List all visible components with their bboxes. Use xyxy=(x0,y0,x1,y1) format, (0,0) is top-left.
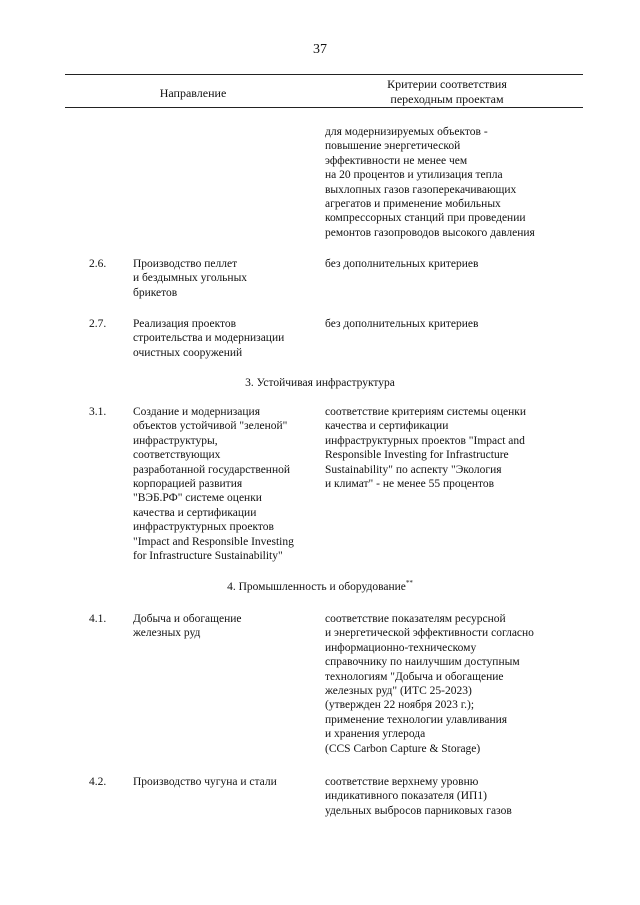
row-criteria xyxy=(325,775,512,818)
row-number: 4.1. xyxy=(89,613,107,625)
text-line: инфраструктурных проектов "Impact and xyxy=(325,434,525,447)
section-title-text: 4. Промышленность и оборудование xyxy=(227,581,406,593)
row-criteria xyxy=(325,405,526,491)
header-bottom-rule xyxy=(65,107,583,108)
table-top-rule xyxy=(65,74,583,75)
text-line: и хранения углерода xyxy=(325,728,426,741)
row-criteria xyxy=(325,612,534,756)
row-number: 3.1. xyxy=(89,406,107,418)
row-criteria: без дополнительных критериев xyxy=(325,318,479,330)
row-number: 4.2. xyxy=(89,776,107,788)
row-name xyxy=(133,257,247,300)
row-name xyxy=(133,612,242,641)
text-line: выхлопных газов газоперекачивающих xyxy=(325,183,517,196)
text-line: справочнику по наилучшим доступным xyxy=(325,656,520,669)
text-line: Создание и модернизация xyxy=(133,406,260,418)
header-criteria-line: Критерии соответствия xyxy=(387,77,507,91)
text-line: ремонтов газопроводов высокого давления xyxy=(325,226,535,239)
text-line: для модернизируемых объектов - xyxy=(325,126,488,138)
text-line: эффективности не менее чем xyxy=(325,154,468,167)
page-number: 37 xyxy=(313,42,327,57)
text-line: соответствующих xyxy=(133,449,221,462)
text-line: соответствие показателям ресурсной xyxy=(325,613,506,625)
text-line: строительства и модернизации xyxy=(133,332,285,345)
header-criteria xyxy=(318,77,576,107)
text-line: соответствие критериям системы оценки xyxy=(325,406,527,418)
text-line: и бездымных угольных xyxy=(133,272,248,285)
text-line: компрессорных станций при проведении xyxy=(325,212,526,225)
text-line: Реализация проектов xyxy=(133,318,237,330)
text-line: for Infrastructure Sustainability" xyxy=(133,550,283,563)
text-line: объектов устойчивой "зеленой" xyxy=(133,420,288,433)
text-line: Sustainability" по аспекту "Экология xyxy=(325,463,502,476)
text-line: соответствие верхнему уровню xyxy=(325,776,479,788)
header-direction: Направление xyxy=(159,86,227,100)
text-line: разработанной государственной xyxy=(133,463,291,476)
text-line: "ВЭБ.РФ" системе оценки xyxy=(133,492,262,505)
text-line: корпорацией развития xyxy=(133,478,243,491)
text-line: (CCS Carbon Capture & Storage) xyxy=(325,742,481,755)
text-line: на 20 процентов и утилизация тепла xyxy=(325,169,503,182)
row-number: 2.6. xyxy=(89,258,107,270)
text-line: удельных выбросов парниковых газов xyxy=(325,804,512,817)
text-line: железных руд" (ИТС 25-2023) xyxy=(325,685,472,698)
text-line: инфраструктурных проектов xyxy=(133,521,274,534)
row-number: 2.7. xyxy=(89,318,107,330)
text-line: брикетов xyxy=(133,286,178,299)
text-line: и энергетической эффективности согласно xyxy=(325,627,534,640)
text-line: агрегатов и применение мобильных xyxy=(325,198,501,211)
text-line: Производство пеллет xyxy=(133,258,238,270)
text-line: очистных сооружений xyxy=(133,346,243,359)
text-line: (утвержден 22 ноября 2023 г.); xyxy=(325,699,475,712)
text-line: и климат" - не менее 55 процентов xyxy=(325,478,495,491)
section-title xyxy=(0,580,640,594)
text-line: железных руд xyxy=(133,627,201,640)
row-criteria: без дополнительных критериев xyxy=(325,258,479,270)
text-line: Добыча и обогащение xyxy=(133,613,242,625)
text-line: качества и сертификации xyxy=(133,506,257,519)
text-line: технологиям "Добыча и обогащение xyxy=(325,670,504,683)
row-name xyxy=(133,405,294,563)
header-criteria-line: переходным проектам xyxy=(390,92,504,106)
text-line: "Impact and Responsible Investing xyxy=(133,535,294,548)
section-title: 3. Устойчивая инфраструктура xyxy=(245,377,395,389)
continuation-text xyxy=(325,125,535,240)
text-line: применение технологии улавливания xyxy=(325,713,508,726)
row-name xyxy=(133,317,284,360)
text-line: Responsible Investing for Infrastructure xyxy=(325,449,509,462)
row-name: Производство чугуна и стали xyxy=(133,776,277,788)
text-line: повышение энергетической xyxy=(325,140,461,153)
text-line: информационно-техническому xyxy=(325,641,477,654)
text-line: качества и сертификации xyxy=(325,420,449,433)
text-line: индикативного показателя (ИП1) xyxy=(325,790,487,803)
text-line: инфраструктуры, xyxy=(133,434,218,447)
footnote-mark: ** xyxy=(405,579,413,588)
